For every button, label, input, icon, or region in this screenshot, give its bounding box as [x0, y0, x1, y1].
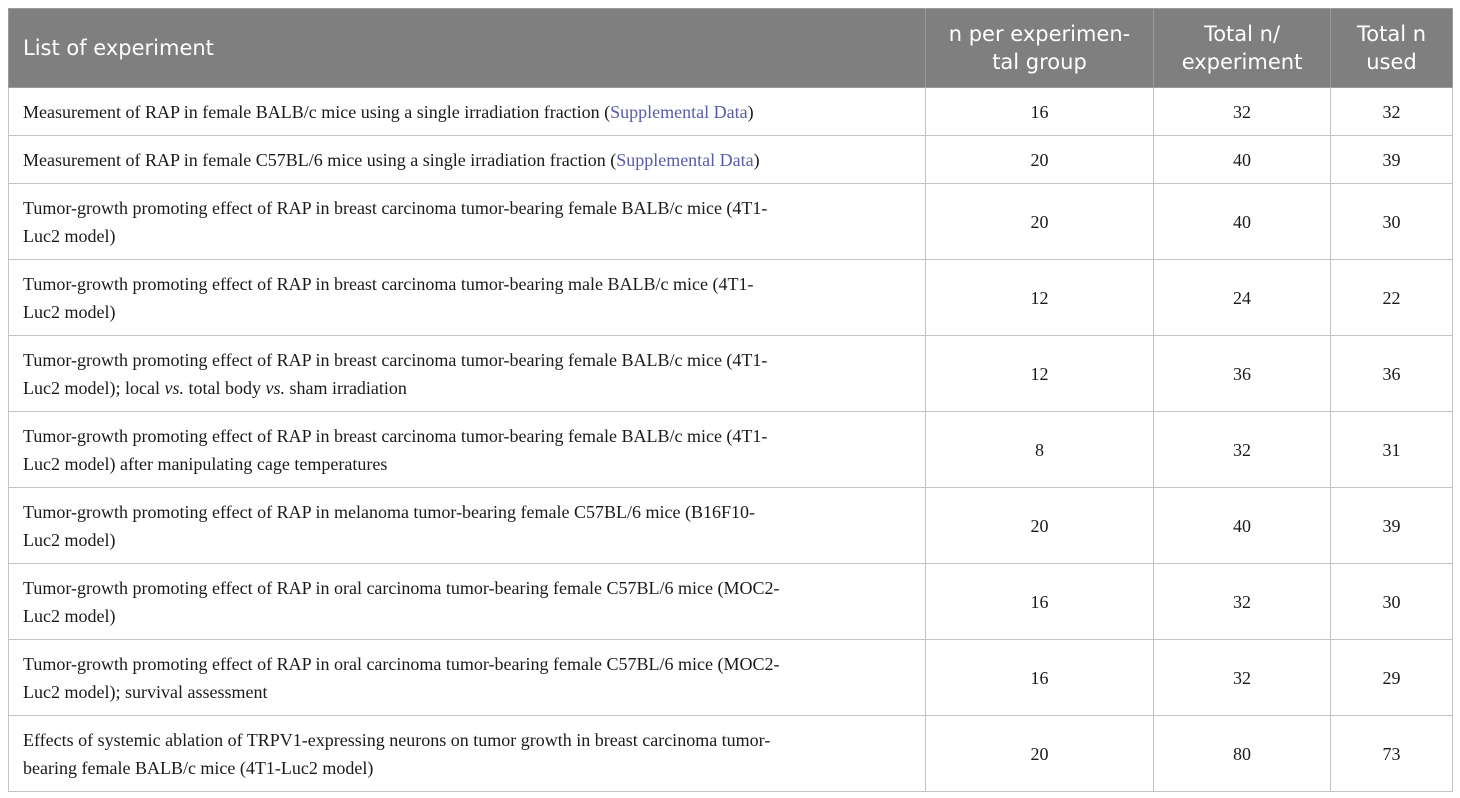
n-per-group-cell: 16	[926, 88, 1154, 136]
description-text: Luc2 model)	[23, 225, 116, 246]
description-text: total body	[183, 377, 266, 398]
header-n-per-group	[926, 9, 1154, 88]
experiment-description	[9, 336, 926, 412]
header-experiment-line: List of experiment	[23, 36, 214, 60]
description-text: )	[753, 149, 760, 170]
total-used-cell: 73	[1331, 716, 1453, 792]
experiment-description	[9, 136, 926, 184]
total-n-cell: 32	[1154, 88, 1331, 136]
experiment-description	[9, 488, 926, 564]
description-text: Tumor-growth promoting effect of RAP in breast carcinoma tumor-bearing female BALB/c mice (4T1-	[23, 425, 768, 446]
total-n-cell: 32	[1154, 564, 1331, 640]
total-n-cell: 32	[1154, 412, 1331, 488]
experiment-description	[9, 564, 926, 640]
description-text: Tumor-growth promoting effect of RAP in breast carcinoma tumor-bearing female BALB/c mice (4T1-	[23, 197, 768, 218]
table-row	[9, 260, 1453, 336]
table-row	[9, 336, 1453, 412]
description-text: Luc2 model)	[23, 529, 116, 550]
n-per-group-cell: 8	[926, 412, 1154, 488]
n-per-group-cell: 12	[926, 336, 1154, 412]
description-text: bearing female BALB/c mice (4T1-Luc2 model)	[23, 757, 374, 778]
total-used-cell: 31	[1331, 412, 1453, 488]
description-text: )	[747, 101, 754, 122]
n-per-group-cell: 20	[926, 488, 1154, 564]
experiment-description	[9, 88, 926, 136]
total-used-cell: 30	[1331, 184, 1453, 260]
table-row	[9, 184, 1453, 260]
table-row	[9, 640, 1453, 716]
description-text: Tumor-growth promoting effect of RAP in oral carcinoma tumor-bearing female C57BL/6 mice (MOC2-	[23, 577, 780, 598]
total-n-cell: 80	[1154, 716, 1331, 792]
header-experiment	[9, 9, 926, 88]
description-text: Luc2 model) after manipulating cage temperatures	[23, 453, 388, 474]
table-body	[9, 88, 1453, 792]
header-line: tal group	[992, 50, 1087, 74]
description-text: sham irradiation	[284, 377, 407, 398]
description-text: Tumor-growth promoting effect of RAP in oral carcinoma tumor-bearing female C57BL/6 mice (MOC2-	[23, 653, 780, 674]
description-text: Tumor-growth promoting effect of RAP in breast carcinoma tumor-bearing female BALB/c mice (4T1-	[23, 349, 768, 370]
table-row	[9, 136, 1453, 184]
description-text: Measurement of RAP in female C57BL/6 mice using a single irradiation fraction (	[23, 149, 617, 170]
total-n-cell: 24	[1154, 260, 1331, 336]
n-per-group-cell: 16	[926, 564, 1154, 640]
table-row	[9, 88, 1453, 136]
total-used-cell: 39	[1331, 488, 1453, 564]
supplemental-data-link[interactable]: Supplemental Data	[616, 149, 754, 170]
header-line: used	[1366, 50, 1417, 74]
n-per-group-cell: 12	[926, 260, 1154, 336]
description-text: Luc2 model); survival assessment	[23, 681, 268, 702]
table-row	[9, 564, 1453, 640]
n-per-group-cell: 20	[926, 184, 1154, 260]
description-text: Luc2 model); local	[23, 377, 165, 398]
table-row	[9, 412, 1453, 488]
total-n-cell: 40	[1154, 488, 1331, 564]
header-line: Total n/	[1203, 22, 1281, 46]
header-line: Total n	[1356, 22, 1427, 46]
description-text: Effects of systemic ablation of TRPV1-expressing neurons on tumor growth in breast carcinoma tumor-	[23, 729, 771, 750]
n-per-group-cell: 20	[926, 716, 1154, 792]
italic-text: vs.	[164, 377, 184, 398]
description-text: Luc2 model)	[23, 605, 116, 626]
total-used-cell: 30	[1331, 564, 1453, 640]
description-text: Tumor-growth promoting effect of RAP in melanoma tumor-bearing female C57BL/6 mice (B16F10-	[23, 501, 755, 522]
table-row	[9, 488, 1453, 564]
total-used-cell: 39	[1331, 136, 1453, 184]
total-used-cell: 22	[1331, 260, 1453, 336]
experiment-description	[9, 640, 926, 716]
experiments-table	[8, 8, 1453, 792]
italic-text: vs.	[265, 377, 285, 398]
header-line: n per experimen-	[948, 22, 1131, 46]
total-n-cell: 40	[1154, 136, 1331, 184]
total-n-cell: 36	[1154, 336, 1331, 412]
experiment-description	[9, 184, 926, 260]
table-row	[9, 716, 1453, 792]
n-per-group-cell: 20	[926, 136, 1154, 184]
header-line: experiment	[1181, 50, 1303, 74]
description-text: Measurement of RAP in female BALB/c mice using a single irradiation fraction (	[23, 101, 611, 122]
description-text: Tumor-growth promoting effect of RAP in breast carcinoma tumor-bearing male BALB/c mice (4T1-	[23, 273, 754, 294]
experiment-description	[9, 412, 926, 488]
description-text: Luc2 model)	[23, 301, 116, 322]
total-n-cell: 32	[1154, 640, 1331, 716]
experiment-description	[9, 716, 926, 792]
experiment-description	[9, 260, 926, 336]
header-total-n-experiment	[1154, 9, 1331, 88]
supplemental-data-link[interactable]: Supplemental Data	[610, 101, 748, 122]
n-per-group-cell: 16	[926, 640, 1154, 716]
total-n-cell: 40	[1154, 184, 1331, 260]
header-row	[9, 9, 1453, 88]
total-used-cell: 29	[1331, 640, 1453, 716]
total-used-cell: 32	[1331, 88, 1453, 136]
header-total-n-used	[1331, 9, 1453, 88]
total-used-cell: 36	[1331, 336, 1453, 412]
